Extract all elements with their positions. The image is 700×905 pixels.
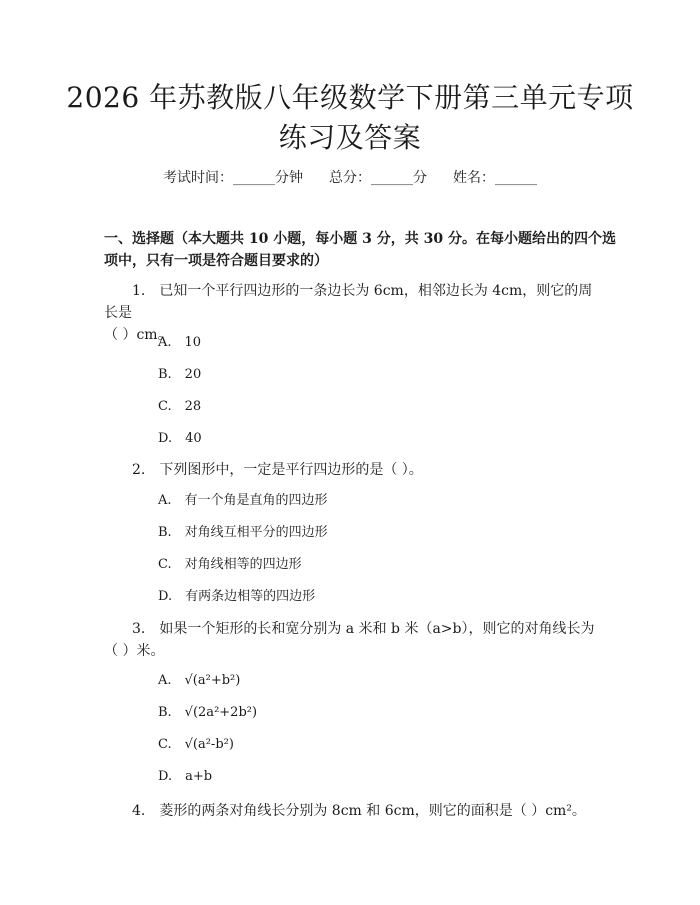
question-2-option-d: D. 有两条边相等的四边形 — [158, 589, 316, 604]
question-2-option-c: C. 对角线相等的四边形 — [158, 557, 302, 572]
question-4 — [104, 800, 604, 822]
question-3-option-a: A. √(a²+b²) — [158, 673, 241, 688]
question-1-option-b: B. 20 — [158, 367, 202, 382]
section-heading-line-1: 一、选择题（本大题共 10 小题，每小题 3 分，共 30 分。在每小题给出的四个选 — [104, 231, 616, 247]
exam-info-line — [0, 168, 700, 188]
student-name-label: 姓名：______ — [453, 170, 537, 186]
title-line-1: 2026 年苏教版八年级数学下册第三单元专项 — [66, 81, 634, 114]
question-2-line-1: 2. 下列图形中，一定是平行四边形的是（ ）。 — [132, 462, 423, 478]
title-line-2: 练习及答案 — [278, 121, 422, 154]
question-2-option-a: A. 有一个角是直角的四边形 — [158, 493, 328, 508]
question-1-option-d: D. 40 — [158, 431, 202, 446]
section-heading-line-2: 项中，只有一项是符合题目要求的） — [104, 253, 328, 269]
question-1-option-a: A. 10 — [158, 335, 202, 350]
question-4-line-1: 4. 菱形的两条对角线长分别为 8cm 和 6cm，则它的面积是（ ）cm²。 — [132, 803, 586, 819]
document-title — [60, 78, 640, 158]
question-3-option-c: C. √(a²-b²) — [158, 737, 234, 752]
question-3 — [104, 618, 604, 662]
question-1-line-2: （ ）cm。 — [104, 327, 172, 343]
question-3-option-b: B. √(2a²+2b²) — [158, 705, 258, 720]
question-3-option-d: D. a+b — [158, 769, 213, 784]
question-1-line-1: 1. 已知一个平行四边形的一条边长为 6cm，相邻边长为 4cm，则它的周长是 — [104, 283, 593, 321]
total-score-label: 总分：______分 — [329, 170, 427, 186]
section-heading-choice — [104, 228, 624, 272]
question-1-option-c: C. 28 — [158, 399, 202, 414]
question-2-option-b: B. 对角线互相平分的四边形 — [158, 525, 328, 540]
question-3-line-2: （ ）米。 — [104, 643, 165, 659]
exam-time-label: 考试时间：______分钟 — [163, 170, 303, 186]
question-3-line-1: 3. 如果一个矩形的长和宽分别为 a 米和 b 米（a>b），则它的对角线长为 — [132, 621, 595, 637]
question-2 — [104, 459, 604, 481]
